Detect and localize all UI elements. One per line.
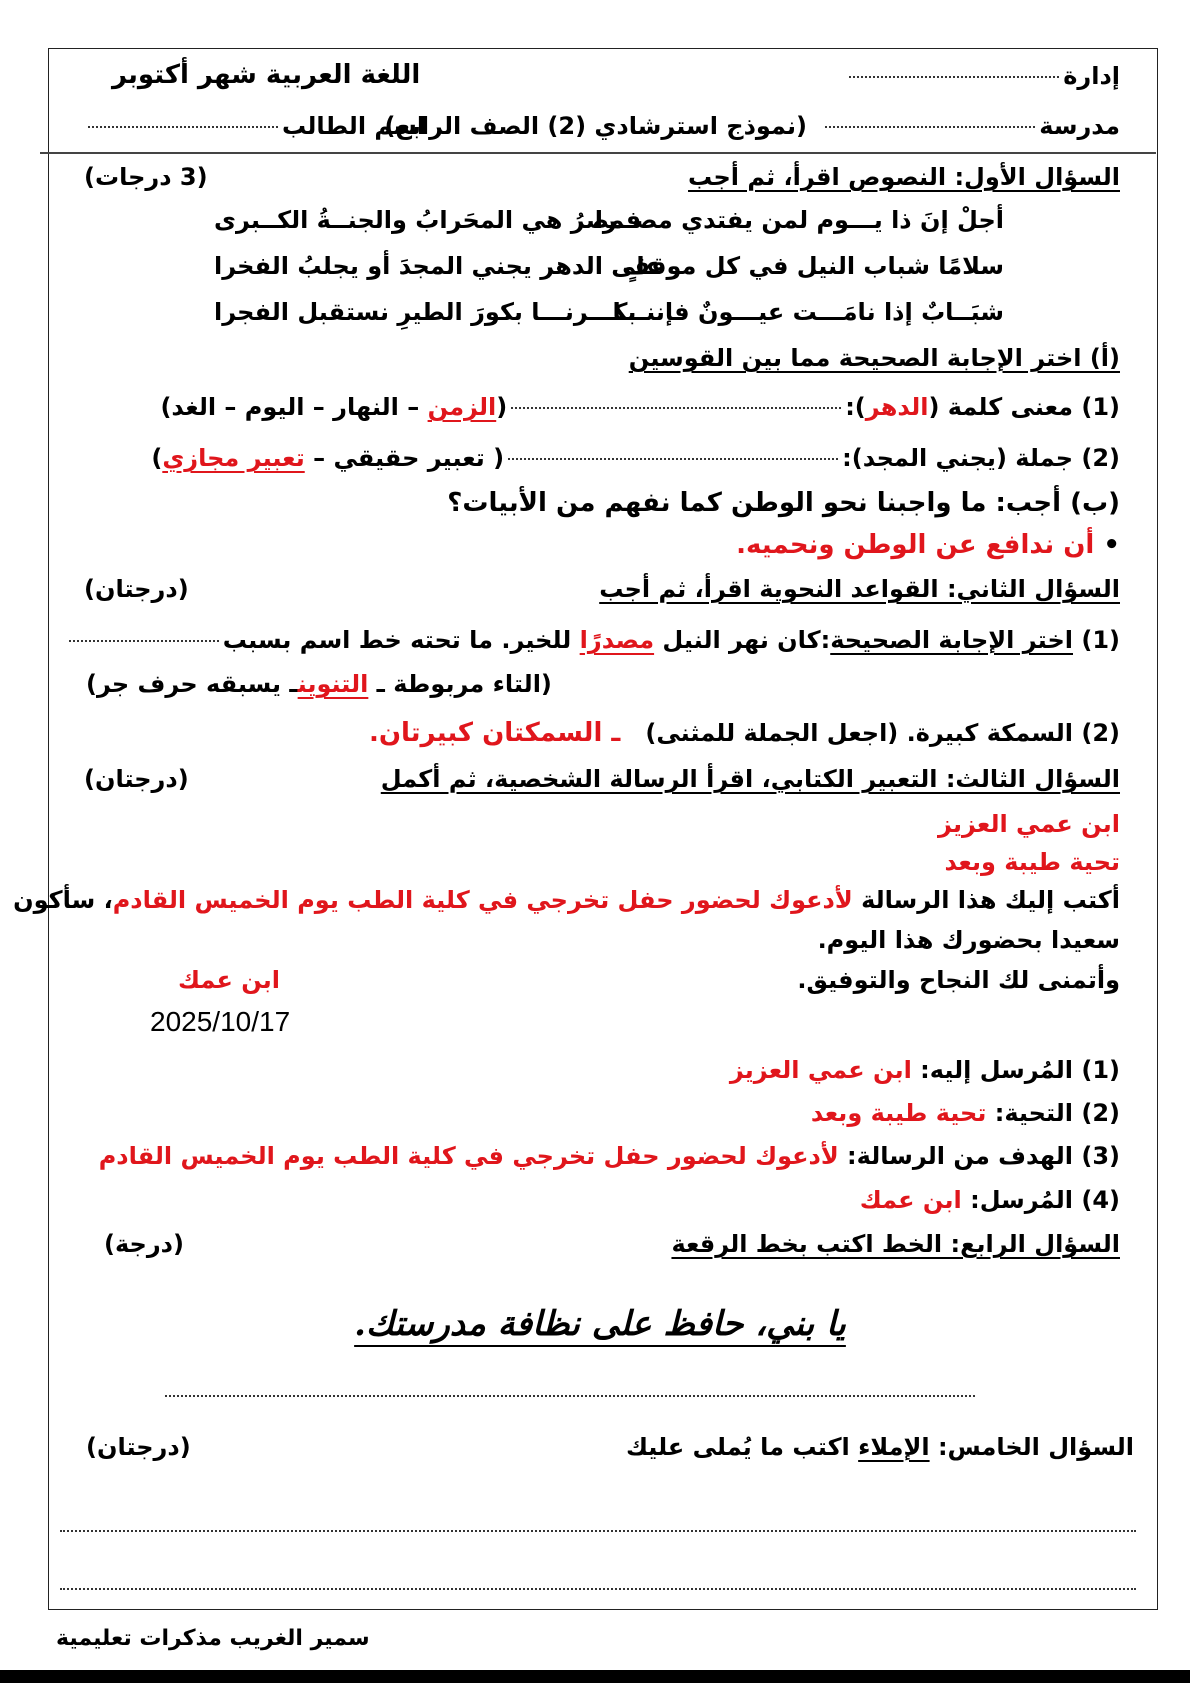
verse-1-left: فمصرُ هي المحَرابُ والجنــةُ الكــبرى [214,206,642,234]
letter-body [13,886,1120,914]
q1-marks: (3 درجات) [84,163,208,191]
header-divider [40,152,1156,154]
q4-title: السؤال الرابع: الخط اكتب بخط الرقعة [671,1230,1120,1258]
q2-item1-text-a: :كان نهر النيل [654,626,831,654]
q4-answer-line[interactable] [165,1395,975,1397]
admin-label: إدارة [1063,62,1120,90]
q3-answer-4 [860,1186,1120,1214]
q2-item1-label: اختر الإجابة الصحيحة [830,626,1073,654]
q5-title-c: اكتب ما يُملى عليك [625,1433,859,1461]
q1-item1-word: الدهر [865,393,929,421]
q3-answer-1-label: (1) المُرسل إليه: [911,1056,1120,1084]
q2-item2-answer: ـ السمكتان كبيرتان. [368,718,621,748]
q3-answer-2-value: تحية طيبة وبعد [810,1099,987,1127]
q1-item2-close: ) [151,444,163,472]
q2-option-c: ـ يسبقه حرف جر) [86,670,298,698]
student-name-field [84,112,425,140]
q1-item2 [151,444,1120,472]
q2-item1-options [86,670,552,698]
q4-marks: (درجة) [104,1230,184,1258]
q1-item1-answer: الزمن [427,393,497,421]
letter-sender: ابن عمك [178,966,281,994]
q2-item1-blank[interactable] [69,640,219,642]
letter-body-purpose: لأدعوك لحضور حفل تخرجي في كلية الطب يوم الخميس القادم [112,886,853,914]
q1-item1 [160,393,1120,421]
admin-field [845,62,1120,90]
letter-body-line2: سعيدا بحضورك هذا اليوم. [817,926,1120,954]
letter-body-b: ، سأكون [13,886,113,914]
q3-answer-3-value: لأدعوك لحضور حفل تخرجي في كلية الطب يوم الخميس القادم [98,1142,839,1170]
q1-item1-blank[interactable] [511,407,841,409]
q3-answer-2 [811,1099,1120,1127]
part-b-answer [736,530,1120,560]
bottom-bar [0,1670,1190,1683]
part-a-title: (أ) اختر الإجابة الصحيحة مما بين القوسين [628,344,1120,372]
letter-recipient: ابن عمي العزيز [938,810,1120,838]
q3-answer-1 [730,1056,1120,1084]
verse-1-right: أجلْ إنَ ذا يـــوم لمن يفتدي مصــرا [594,206,1004,234]
q2-item1-underlined-word: مصدرًا [579,626,655,654]
admin-blank[interactable] [849,76,1059,78]
part-b-answer-text: أن ندافع عن الوطن ونحميه. [736,530,1095,560]
q1-item1-suffix: ): [845,393,866,421]
q1-item2-options: ( تعبير حقيقي – [304,444,505,472]
school-field [821,112,1120,140]
q3-answer-4-value: ابن عمك [859,1186,962,1214]
verse-2-right: سلامًا شباب النيل في كل موقفٍ [622,252,1004,280]
verse-3-right: شبَــابٌ إذا نامَـــت عيـــونٌ فإننـــا [612,298,1004,326]
q2-item1-num: (1) [1081,626,1120,654]
q1-item2-blank[interactable] [508,458,838,460]
letter-date: 2025/10/17 [150,1006,291,1037]
q3-marks: (درجتان) [84,765,189,793]
letter-closing: وأتمنى لك النجاح والتوفيق. [797,966,1120,994]
dictation-line-1[interactable] [60,1530,1136,1532]
q5-marks: (درجتان) [86,1433,191,1461]
q3-answer-1-value: ابن عمي العزيز [729,1056,912,1084]
q2-marks: (درجتان) [84,575,189,603]
q3-answer-3 [99,1142,1120,1170]
school-label: مدرسة [1039,112,1120,140]
verse-3-left: بكـــرنـــا بكورَ الطيرِ نستقبل الفجرا [214,298,637,326]
bullet-icon: • [1103,530,1120,560]
q3-title: السؤال الثالث: التعبير الكتابي، اقرأ الرسالة الشخصية، ثم أكمل [380,765,1120,793]
q1-item1-prefix: (1) معنى كلمة ( [928,393,1120,421]
q1-item1-open: ( [496,393,508,421]
q5-title-b: الإملاء [858,1433,930,1461]
q2-item2-text: (2) السمكة كبيرة. (اجعل الجملة للمثنى) [645,719,1120,747]
q1-title: السؤال الأول: النصوص اقرأ، ثم أجب [688,163,1120,191]
q3-answer-2-label: (2) التحية: [986,1099,1120,1127]
q2-item1-text-b: للخير. ما تحته خط اسم بسبب [222,626,580,654]
q1-item2-prefix: (2) جملة (يجني المجد): [842,444,1120,472]
q1-item2-answer: تعبير مجازي [162,444,305,472]
q2-option-a: (التاء مربوطة ـ [368,670,552,698]
verse-2-left: على الدهر يجني المجدَ أو يجلبُ الفخرا [214,252,662,280]
q3-answer-3-label: (3) الهدف من الرسالة: [838,1142,1120,1170]
q2-item1 [65,626,1120,654]
footer-author: سمير الغريب مذكرات تعليمية [56,1626,370,1651]
part-b-question: (ب) أجب: ما واجبنا نحو الوطن كما نفهم من الأبيات؟ [447,488,1120,518]
dictation-line-2[interactable] [60,1588,1136,1590]
subject-month: اللغة العربية شهر أكتوبر [112,60,421,90]
q1-item1-options: – النهار – اليوم – الغد) [160,393,428,421]
ruqaa-sentence: يا بني، حافظ على نظافة مدرستك. [354,1304,846,1344]
q5-title [626,1433,1134,1461]
q2-title: السؤال الثاني: القواعد النحوية اقرأ، ثم أجب [599,575,1120,603]
q3-answer-4-label: (4) المُرسل: [961,1186,1120,1214]
student-name-label: اسم الطالب [282,112,426,140]
q2-option-answer: التنوين [297,670,369,698]
model-label: (نموذج استرشادي (2) الصف الرابع) [384,112,807,140]
school-blank[interactable] [825,126,1035,128]
q2-item2 [369,718,1120,748]
letter-body-a: أكتب إليك هذا الرسالة [852,886,1120,914]
student-name-blank[interactable] [88,126,278,128]
q5-title-a: السؤال الخامس: [929,1433,1134,1461]
letter-greeting: تحية طيبة وبعد [944,848,1120,876]
